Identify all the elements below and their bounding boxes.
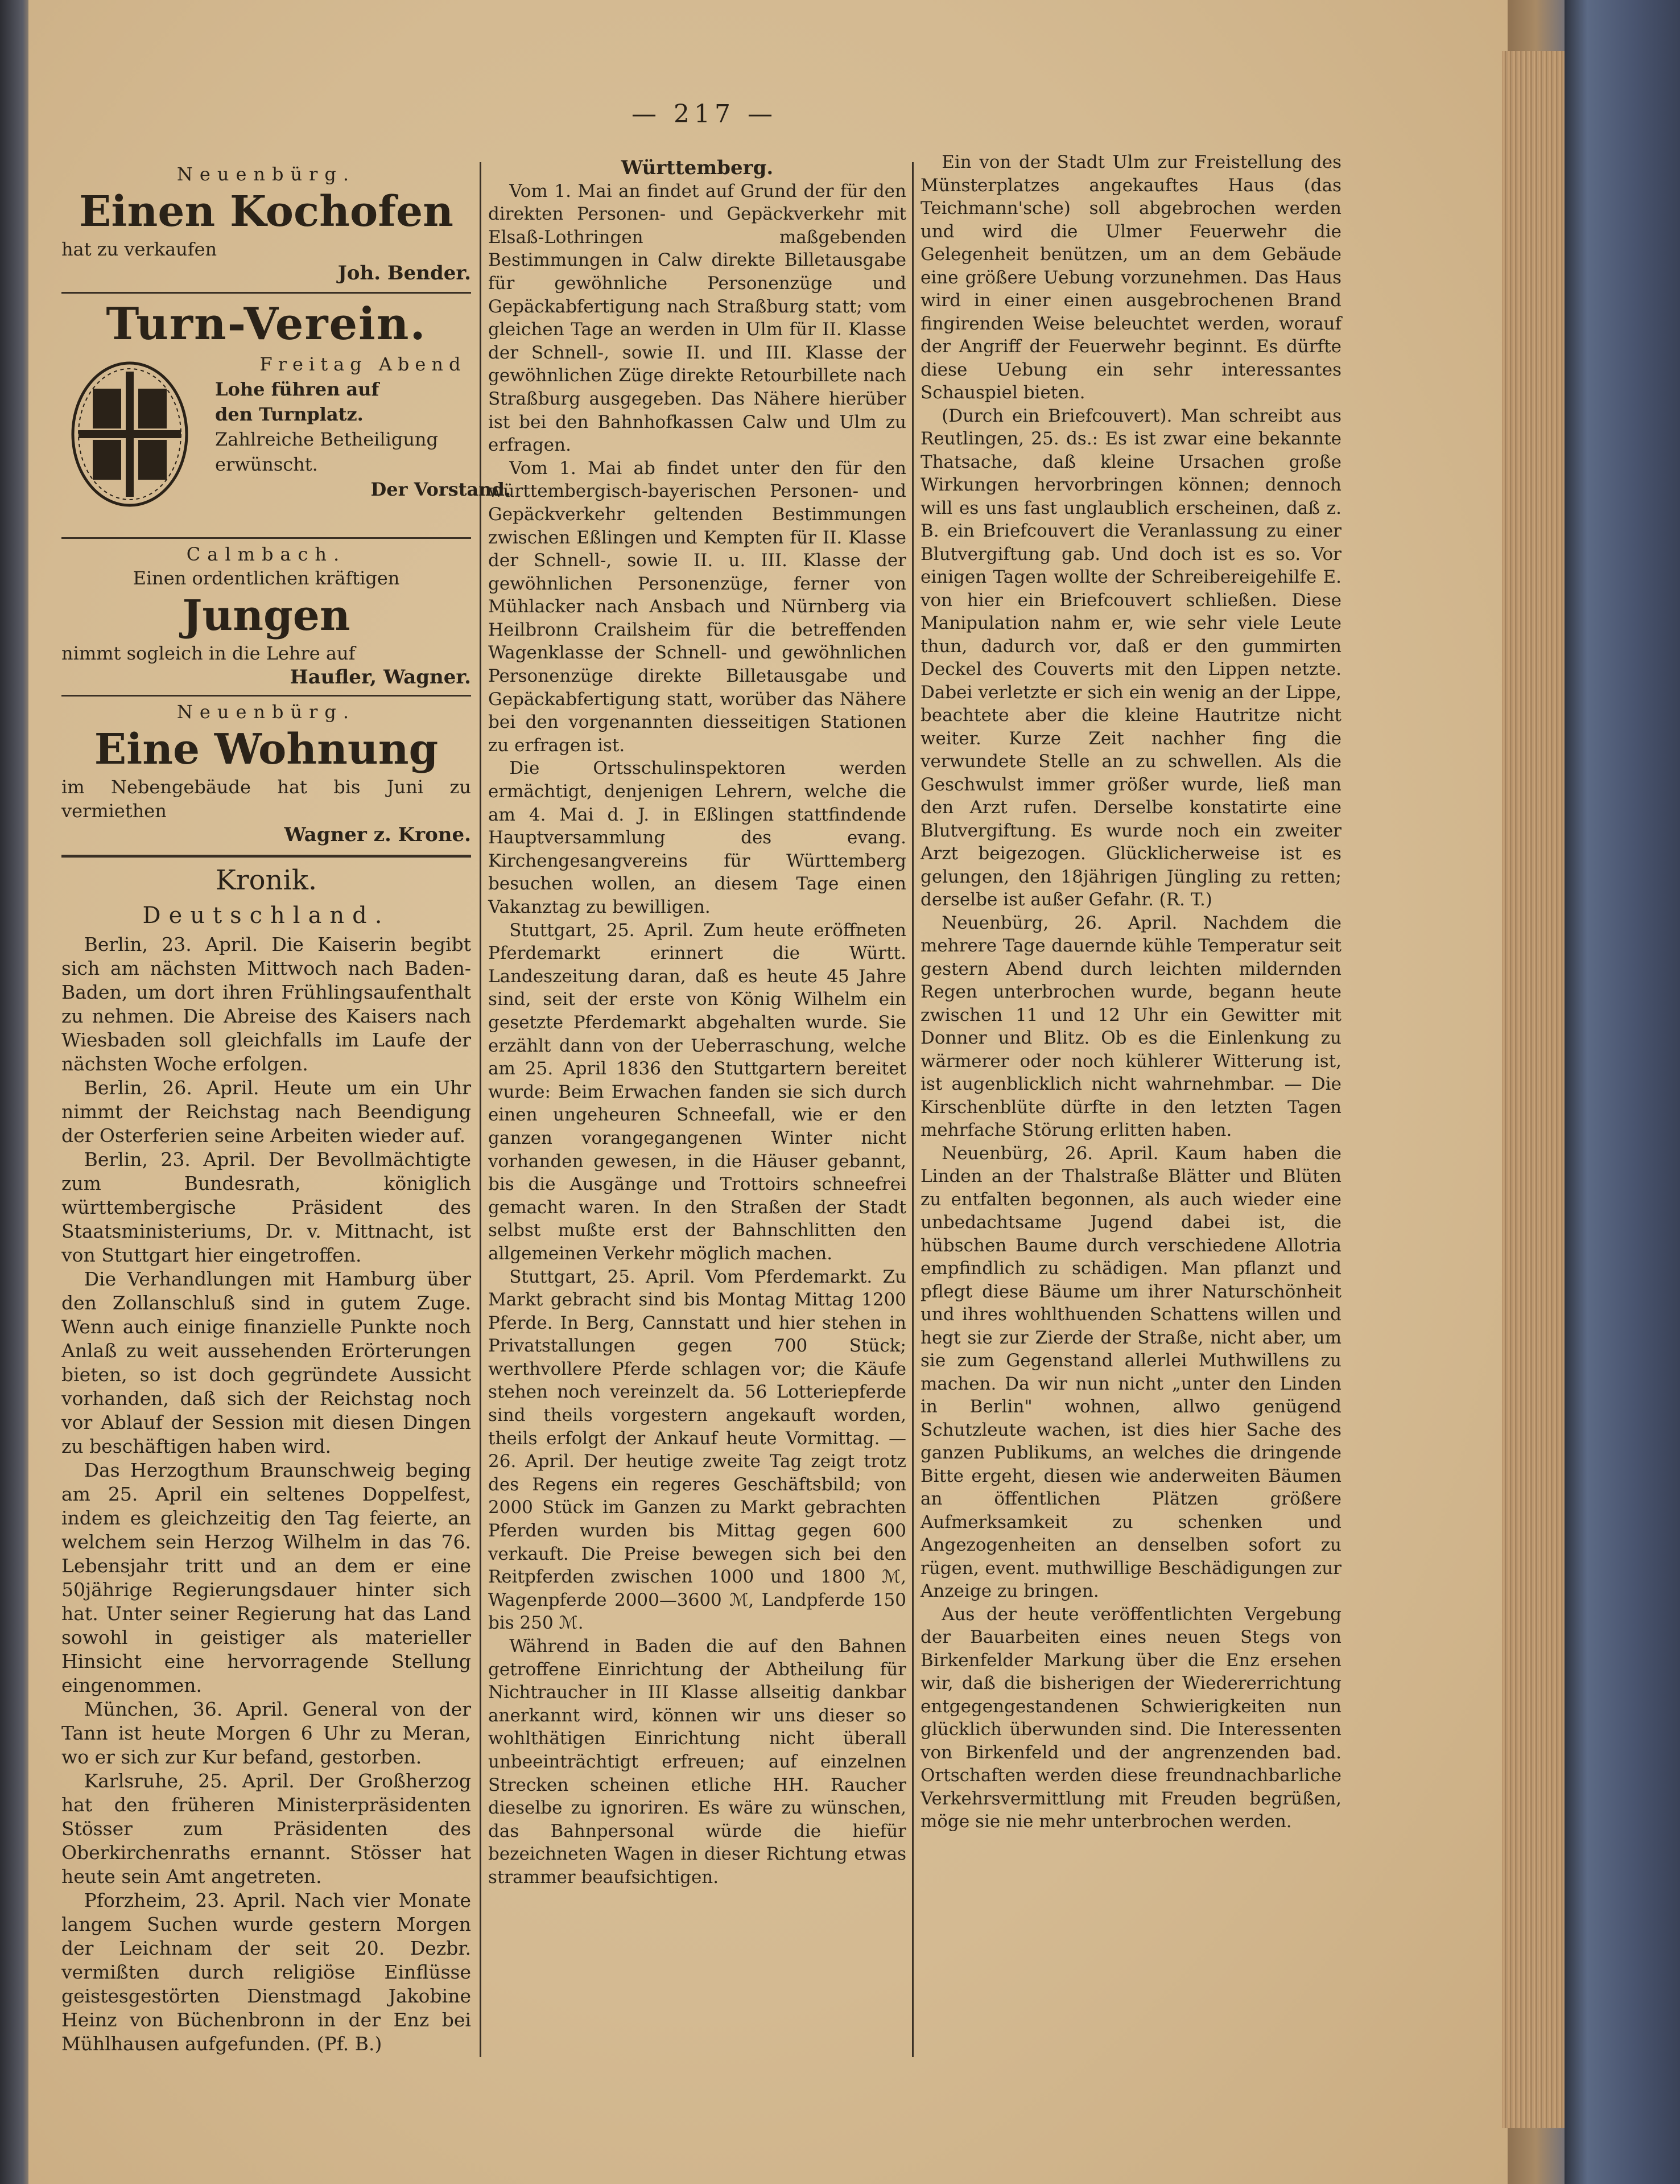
news-paragraph: München, 36. April. General von der Tann ist heute Morgen 6 Uhr zu Meran, wo er sich zur Kur befand, gestorben. — [61, 1698, 471, 1768]
page-number: — 217 — — [631, 100, 777, 129]
ad-body — [61, 352, 511, 534]
news-paragraph: Stuttgart, 25. April. Zum heute eröffneten Pferdemarkt erinnert die Württ. Landeszeitung daran, daß es heute 45 Jahre sind, seit der erste von König Wilhelm ein gesetzte Pferdemarkt abgehalten wurde. Sie erzählt dann von der Ueberraschung, welche am 25. April 1836 den Stuttgartern bereitet wurde: Beim Erwachen fanden sie sich durch einen ungeheuren Schneefall, wie er den ganzen vorangegangenen Winter nicht vorhanden gewesen, in die Häuser gebannt, bis die Ausgänge und Trottoirs schneefrei gemacht waren. In den Straßen der Stadt selbst mußte erst der Bahnschlitten den allgemeinen Verkehr möglich machen. — [488, 920, 906, 1264]
ad-text: erwünscht. — [215, 454, 318, 475]
section-divider — [61, 855, 471, 858]
page-stack-edge — [1502, 51, 1565, 2128]
ad-kochofen — [61, 162, 471, 285]
news-paragraph: Vom 1. Mai ab findet unter den für den württembergisch-bayerischen Personen- und Gepäckverkehr geltenden Bestimmungen zwischen Eßlingen und Kempten für II. Klasse der Schnell-, sowie II. u. III. Klasse der gewöhnlichen Personenzüge, ferner von Mühlacker nach Ansbach und Nürnberg via Heilbronn Crailsheim für die betreffenden Wagenklasse der Schnell- und gewöhnlichen Personenzüge direkte Billetausgabe und Gepäckabfertigung statt, worüber das Nähere bei den vorgenannten diesseitigen Stationen zu erfragen ist. — [488, 458, 906, 756]
ad-signature: Wagner z. Krone. — [284, 823, 471, 846]
section-title-kronik: Kronik. — [215, 864, 317, 896]
ad-divider — [61, 695, 471, 697]
ad-title: Eine Wohnung — [94, 725, 439, 774]
news-paragraph: Berlin, 23. April. Die Kaiserin begibt sich am nächsten Mittwoch nach Baden-Baden, um dort ihren Frühlingsaufenthalt zu nehmen. Die Abreise des Kaisers nach Wiesbaden soll gleichfalls im Laufe der nächsten Woche erfolgen. — [61, 933, 471, 1075]
news-paragraph: Karlsruhe, 25. April. Der Großherzog hat den früheren Ministerpräsidenten Stösser zum Präsidenten des Oberkirchenraths ernannt. Stösser hat heute sein Amt angetreten. — [61, 1770, 471, 1888]
news-paragraph: Die Ortsschulinspektoren werden ermächtigt, denjenigen Lehrern, welche die am 4. Mai d. J. in Eßlingen stattfindende Hauptversammlung des evang. Kirchengesangvereins für Württemberg besuchen wollen, an diesem Tage einen Vakanztag zu bewilligen. — [488, 758, 906, 917]
book-cover-edge — [1565, 0, 1680, 2184]
news-paragraph: Berlin, 23. April. Der Bevollmächtigte zum Bundesrath, königlich württembergische Präsident des Staatsministeriums, Dr. v. Mittnacht, ist von Stuttgart hier eingetroffen. — [61, 1148, 471, 1266]
ad-title: Turn-Verein. — [106, 298, 427, 350]
news-paragraph: Während in Baden die auf den Bahnen getroffene Einrichtung der Abtheilung für Nichtraucher in III Klasse allseitig dankbar anerkannt wird, können wir uns dieser so wohlthätigen Einrichtung nicht überall unbeeinträchtigt erfreuen; auf einzelnen Strecken scheinen etliche HH. Raucher dieselbe zu ignoriren. Es wäre zu wünschen, das Bahnpersonal würde die hiefür bezeichneten Wagen in dieser Richtung etwas strammer beaufsichtigen. — [488, 1636, 906, 1888]
column-1 — [61, 156, 511, 2056]
news-paragraph: Aus der heute veröffentlichten Vergebung der Bauarbeiten eines neuen Stegs von Birkenfelder Markung über die Enz ersehen wir, daß die bisherigen der Wiedererrichtung entgegengestandenen Schwierigkeiten nun glücklich überwunden sind. Die Interessenten von Birkenfeld und der angrenzenden bad. Ortschaften werden diese freundnachbarliche Verkehrsvermittlung mit Freuden begrüßen, möge sie nie mehr unterbrochen werden. — [921, 1604, 1341, 1832]
ad-text: Freitag Abend — [259, 353, 467, 375]
column-rule-2 — [912, 162, 914, 2057]
news-paragraph: Ein von der Stadt Ulm zur Freistellung des Münsterplatzes angekauftes Haus (das Teichmann'sche) soll abgebrochen werden und wird die Ulmer Feuerwehr die Gelegenheit benützen, um an dem Gebäude eine größere Uebung vorzunehmen. Das Haus wird in einer einen ausgebrochenen Brand fingirenden Weise beleuchtet werden, worauf der Angriff der Feuerwehr beginnt. Es dürfte diese Uebung ein sehr interessantes Schauspiel bieten. — [921, 152, 1341, 403]
ad-text: im Nebengebäude hat bis Juni zu vermiethen — [61, 776, 471, 822]
column-3 — [921, 151, 1341, 1833]
ad-text: Einen ordentlichen kräftigen — [133, 567, 400, 589]
news-paragraph: (Durch ein Briefcouvert). Man schreibt aus Reutlingen, 25. ds.: Es ist zwar eine bekannte Thatsache, daß kleine Ursachen große Wirkungen hervorbringen können; dennoch will es uns fast unglaublich erscheinen, daß z. B. ein Briefcouvert die Veranlassung zu einer Blutvergiftung gab. Und doch ist es so. Vor einigen Tagen wollte der Schreibereigehilfe E. von hier ein Briefcouvert schließen. Diese Manipulation nahm er, wie sehr viele Leute thun, dadurch vor, daß er den gummirten Deckel des Couverts mit den Lippen netzte. Dabei verletzte er sich ein wenig an der Lippe, beachtete aber die kleine Hautritze nicht weiter. Kurze Zeit nachher fing die verwundete Stelle an zu schwellen. Als die Geschwulst immer größer wurde, ließ man den Arzt rufen. Derselbe konstatirte eine Blutvergiftung. Es wurde noch ein zweiter Arzt beigezogen. Glücklicherweise ist es gelungen, den 18jährigen Jüngling zu retten; derselbe ist außer Gefahr. (R. T.) — [921, 405, 1341, 910]
ad-turnverein — [61, 297, 511, 534]
ad-text: nimmt sogleich in die Lehre auf — [61, 642, 356, 664]
ad-signature: Joh. Bender. — [337, 262, 471, 285]
ad-signature: Haufler, Wagner. — [290, 666, 471, 689]
ad-divider — [61, 292, 471, 294]
news-paragraph: Pforzheim, 23. April. Nach vier Monate langem Suchen wurde gestern Morgen der Leichnam der seit 20. Dezbr. vermißten durch religiöse Einflüsse geistesgestörten Dienstmagd Jakobine Heinz von Büchenbronn in der Enz bei Mühlhausen aufgefunden. (Pf. B.) — [61, 1889, 471, 2055]
ad-title: Jungen — [182, 591, 350, 640]
ad-title: Einen Kochofen — [79, 187, 453, 236]
ad-text-strong: den Turnplatz. — [215, 403, 364, 425]
news-paragraph: Die Verhandlungen mit Hamburg über den Zollanschluß sind in gutem Zuge. Wenn auch einige finanzielle Punkte noch Anlaß zu weit aussehenden Erörterungen bieten, so ist doch gegründete Aussicht vorhanden, daß sich der Reichstag noch vor Ablauf der Session mit diesen Dingen zu beschäftigen haben wird. — [61, 1268, 471, 1457]
news-paragraph: Neuenbürg, 26. April. Nachdem die mehrere Tage dauernde kühle Temperatur seit gestern Abend durch leichten mildernden Regen unterbrochen wurde, begann heute zwischen 11 und 12 Uhr ein Gewitter mit Donner und Blitz. Ob es die Einlenkung zu wärmerer oder noch kühlerer Witterung ist, ist augenblicklich nicht wahrnehmbar. — Die Kirschenblüte dürfte in den letzten Tagen mehrfache Störung erlitten haben. — [921, 912, 1341, 1140]
news-paragraph: Stuttgart, 25. April. Vom Pferdemarkt. Zu Markt gebracht sind bis Montag Mittag 1200 Pferde. In Berg, Cannstatt und hier stehen in Privatstallungen gegen 700 Stück; werthvollere Pferde schlagen vor; die Käufe stehen noch vereinzelt da. 56 Lotteriepferde sind theils vorgestern angekauft worden, theils erfolgt der Ankauf heute Vormittag. — 26. April. Der heutige zweite Tag zeigt trotz des Regens ein regeres Geschäftsbild; von 2000 Stück im Ganzen zu Markt gebrachten Pferden wurden bis Mittag gegen 600 verkauft. Die Preise bewegen sich bei den Reitpferden zwischen 1000 und 1800 ℳ, Wagenpferde 2000—3600 ℳ, Landpferde 150 bis 250 ℳ. — [488, 1266, 906, 1634]
ad-town: Calmbach. — [186, 543, 346, 565]
ad-text-strong: Lohe führen auf — [215, 378, 379, 400]
ad-jungen — [61, 542, 471, 689]
country-heading: Deutschland. — [142, 903, 390, 929]
ad-text: Zahlreiche Betheiligung — [215, 428, 439, 450]
ad-signature: Der Vorstand. — [370, 479, 511, 500]
ad-town: Neuenbürg. — [176, 701, 356, 723]
news-paragraph: Berlin, 26. April. Heute um ein Uhr nimmt der Reichstag nach Beendigung der Osterferien seine Arbeiten wieder auf. — [61, 1077, 471, 1147]
ad-wohnung — [61, 700, 471, 847]
ad-divider — [61, 537, 471, 539]
ad-text: hat zu verkaufen — [61, 238, 217, 260]
turner-cross-emblem-icon — [67, 357, 192, 511]
column-2 — [488, 156, 906, 1889]
news-paragraph: Das Herzogthum Braunschweig beging am 25. April ein seltenes Doppelfest, indem es gleichzeitig den Tag feierte, an welchem sein Herzog Wilhelm in das 76. Lebensjahr tritt und an dem er eine 50jährige Regierungsdauer hinter sich hat. Unter seiner Regierung hat das Land sowohl in geistiger als materieller Hinsicht eine hervorragende Stellung eingenommen. — [61, 1459, 471, 1696]
ad-town: Neuenbürg. — [176, 163, 356, 185]
news-paragraph: Vom 1. Mai an findet auf Grund der für den direkten Personen- und Gepäckverkehr mit Elsaß-Lothringen maßgebenden Bestimmungen in Calw direkte Billetausgabe für gewöhnliche Personenzüge und Gepäckabfertigung nach Straßburg statt; vom gleichen Tage an werden in Ulm für II. Klasse der Schnell-, sowie II. und III. Klasse der gewöhnlichen Züge direkte Retourbillete nach Straßburg ausgegeben. Das Nähere hierüber ist bei den Bahnhofkassen Calw und Ulm zu erfragen. — [488, 180, 906, 456]
ad-text-block — [215, 352, 511, 502]
section-title-wuerttemberg: Württemberg. — [621, 156, 774, 179]
news-paragraph: Neuenbürg, 26. April. Kaum haben die Linden an der Thalstraße Blätter und Blüten zu entfalten begonnen, als auch wieder eine unbedachtsame Jugend dabei ist, die hübschen Baume durch verschiedene Allotria empfindlich zu schädigen. Man pflanzt und pflegt diese Bäume um ihrer Naturschönheit und ihres wohlthuenden Schattens willen und hegt sie zur Zierde der Straße, nicht aber, um sie zum Gegenstand allerlei Muthwillens zu machen. Da wir nun nicht „unter den Linden in Berlin" wohnen, allwo genügend Schutzleute wachen, ist dies hier Sache des ganzen Publikums, an welches die dringende Bitte ergeht, diesen wie anderweiten Bäumen an öffentlichen Plätzen größere Aufmerksamkeit zu schenken und Angezogenheiten an denselben sofort zu rügen, event. muthwillige Beschädigungen zur Anzeige zu bringen. — [921, 1143, 1341, 1601]
